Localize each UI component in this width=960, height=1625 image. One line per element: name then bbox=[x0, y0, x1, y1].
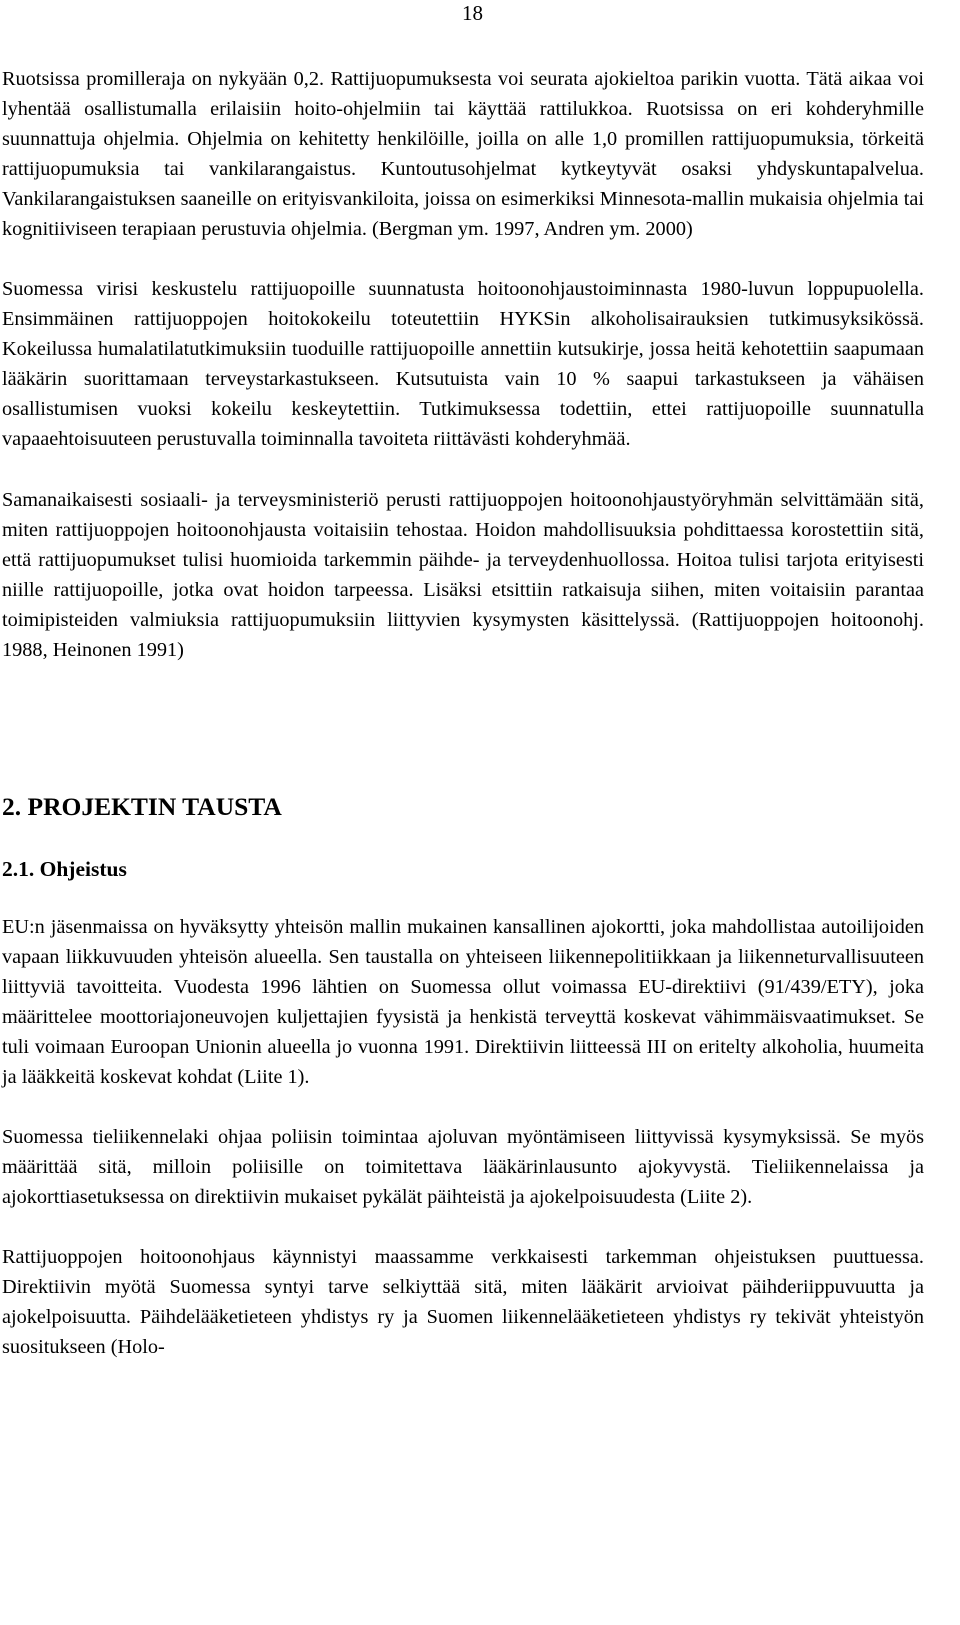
page-number: 18 bbox=[462, 1, 483, 25]
subsection-heading: 2.1. Ohjeistus bbox=[2, 857, 127, 881]
document-body bbox=[2, 64, 924, 1362]
paragraph-working-group: Samanaikaisesti sosiaali- ja terveysministeriö perusti rattijuoppojen hoitoonohjaustyöryhmän selvittämään sitä, miten rattijuoppojen hoitoonohjausta voitaisiin tehostaa. Hoidon mahdollisuuksia pohdittaessa korostettiin sitä, että rattijuopumukset tulisi huomioida tarkemmin päihde- ja terveydenhuollossa. Hoitoa tulisi tarjota erityisesti niille rattijuopoille, jotka ovat hoidon tarpeessa. Lisäksi etsittiin ratkaisuja siihen, miten voitaisiin parantaa toimipisteiden valmiuksia rattijuopumuksiin liittyvien kysymysten käsittelyssä. (Rattijuoppojen hoitoonohj. 1988, Heinonen 1991) bbox=[2, 489, 924, 661]
paragraph-referral-start: Rattijuoppojen hoitoonohjaus käynnistyi maassamme verkkaisesti tarkemman ohjeistuksen puuttuessa. Direktiivin myötä Suomessa syntyi tarve selkiyttää sitä, miten lääkärit arvioivat päihderiippuvuutta ja ajokelpoisuutta. Päihdelääketieteen yhdistys ry ja Suomen liikennelääketieteen yhdistys ry tekivät yhteistyön suositukseen (Holo- bbox=[2, 1246, 924, 1358]
paragraph-eu-directive: EU:n jäsenmaissa on hyväksytty yhteisön mallin mukainen kansallinen ajokortti, joka mahdollistaa autoilijoiden vapaan liikkuvuuden yhteisön alueella. Sen taustalla on yhteiseen liikennepolitiikkaan ja liikenneturvallisuuteen liittyviä tavoitteita. Vuodesta 1996 lähtien on Suomessa ollut voimassa EU-direktiivi (91/439/ETY), joka määrittelee moottoriajoneuvojen kuljettajien fyysistä ja henkistä terveyttä koskevat vähimmäisvaatimukset. Se tuli voimaan Euroopan Unionin alueella jo vuonna 1991. Direktiivin liitteessä III on eritelty alkoholia, huumeita ja lääkkeitä koskevat kohdat (Liite 1). bbox=[2, 916, 924, 1088]
paragraph-finland-discussion: Suomessa virisi keskustelu rattijuopoille suunnatusta hoitoonohjaustoiminnasta 1980-luvun loppupuolella. Ensimmäinen rattijuoppojen hoitokokeilu toteutettiin HYKSin alkoholisairauksien tutkimusyksikössä. Kokeilussa humalatilatutkimuksiin tuoduille rattijuopoille annettiin kutsukirje, jossa heitä kehotettiin saapumaan lääkärin suorittamaan terveystarkastukseen. Kutsutuista vain 10 % saapui tarkastukseen ja vähäisen osallistumisen vuoksi kokeilu keskeytettiin. Tutkimuksessa todettiin, ettei rattijuopoille suunnatulla vapaaehtoisuuteen perustuvalla toiminnalla tavoiteta riittävästi kohderyhmää. bbox=[2, 278, 924, 450]
paragraph-sweden-programs: Ruotsissa promilleraja on nykyään 0,2. Rattijuopumuksesta voi seurata ajokieltoa parikin vuotta. Tätä aikaa voi lyhentää osallistumalla erilaisiin hoito-ohjelmiin tai käyttää rattilukkoa. Ruotsissa on eri kohderyhmille suunnattuja ohjelmia. Ohjelmia on kehitetty henkilöille, joilla on alle 1,0 promillen rattijuopumuksia, törkeitä rattijuopumuksia tai vankilarangaistus. Kuntoutusohjelmat kytkeytyvät osaksi yhdyskuntapalvelua. Vankilarangaistuksen saaneille on erityisvankiloita, joissa on esimerkiksi Minnesota-mallin mukaisia ohjelmia tai kognitiiviseen terapiaan perustuvia ohjelmia. (Bergman ym. 1997, Andren ym. 2000) bbox=[2, 68, 924, 240]
section-heading: 2. PROJEKTIN TAUSTA bbox=[2, 792, 282, 821]
paragraph-road-traffic-act: Suomessa tieliikennelaki ohjaa poliisin toimintaa ajoluvan myöntämiseen liittyvissä kysymyksissä. Se myös määrittää sitä, milloin poliisille on toimitettava lääkärinlausunto ajokyvystä. Tieliikennelaissa ja ajokorttiasetuksessa on direktiivin mukaiset pykälät päihteistä ja ajokelpoisuudesta (Liite 2). bbox=[2, 1126, 924, 1208]
